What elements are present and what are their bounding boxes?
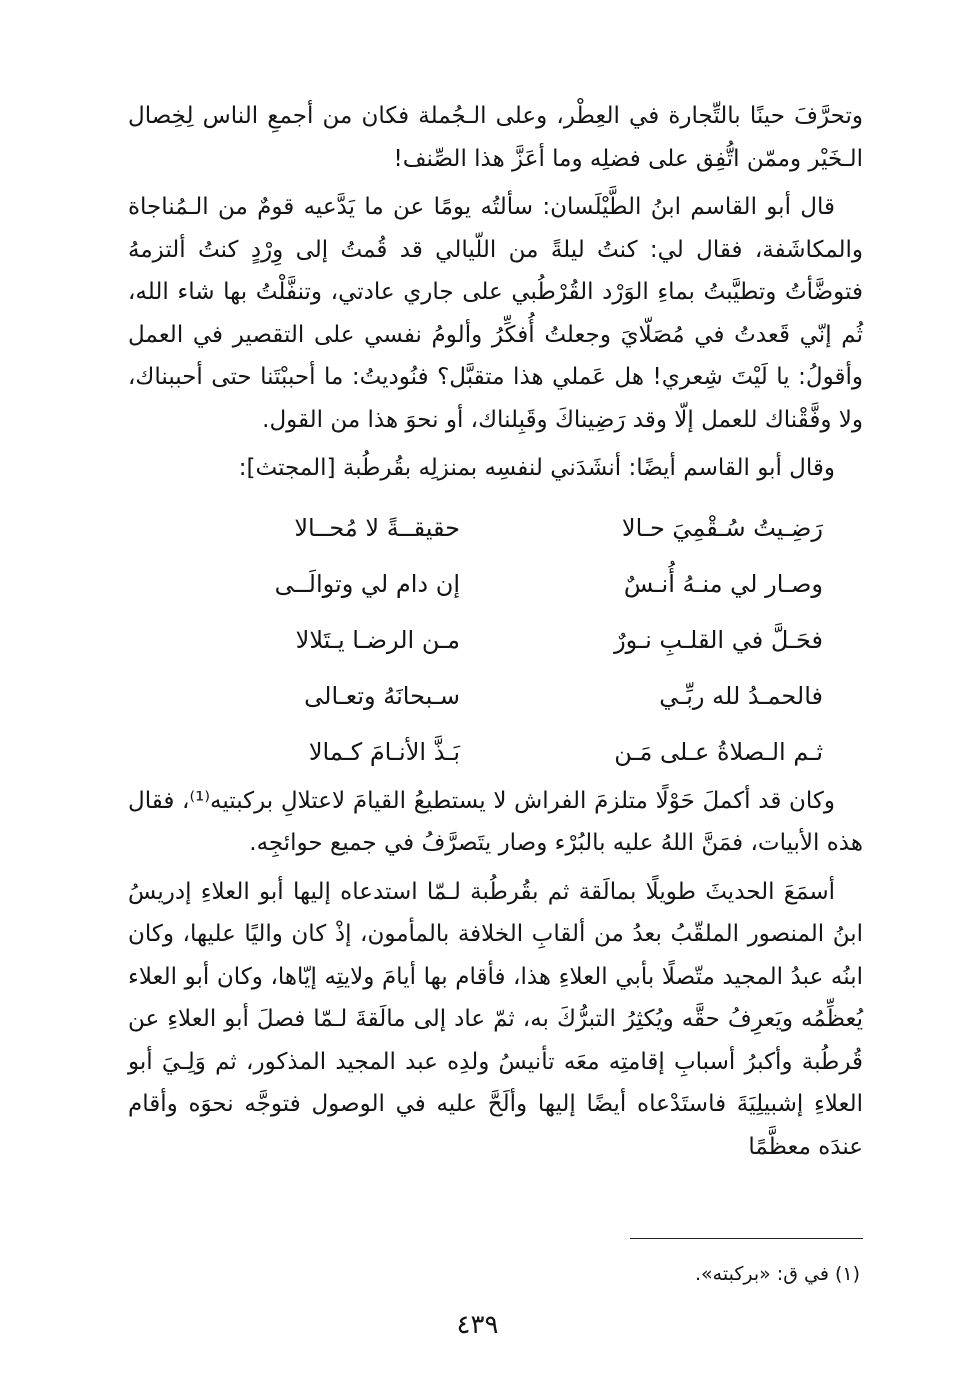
verse-second-hemistich: إن دام لي وتوالَــى: [274, 569, 460, 598]
poem-verse: [190, 500, 823, 556]
verse-first-hemistich: فالحمـدُ لله ربِّـي: [659, 681, 823, 710]
footnote-divider: [630, 1238, 863, 1239]
poem-verse: [190, 556, 823, 612]
paragraph-5: أسمَعَ الحديثَ طويلًا بمالَقة ثم بقُرطُبة لـمّا استدعاه إليها أبو العلاءِ إدريسُ ابنُ المنصور الملقّبُ بعدُ من ألقابِ الخلافة بالمأمون، إذْ كان واليًا عليها، وكان ابنُه عبدُ المجيد متّصلًا بأبي العلاءِ هذا، فأقام بها أيامَ ولايتِه إيّاها، وكان أبو العلاء يُعظِّمُه ويَعرِفُ حقَّه ويُكثِرُ التبرُّكَ به، ثمّ عاد إلى مالَقةَ لـمّا فصلَ أبو العلاءِ عن قُرطُبة وأكبرُ أسبابِ إقامتِه معَه تأنيسُ ولدِه عبد المجيد المذكور، ثم وَلِـيَ أبو العلاءِ إشبيلِيَةَ فاستَدْعاه أيضًا إليها وألَحَّ عليه في الوصول فتوجَّه نحوَه وأقام عندَه معظَّمًا: [128, 878, 863, 1160]
verse-second-hemistich: حقيقــةً لا مُحــالا: [294, 513, 460, 542]
verse-first-hemistich: رَضِـيتُ سُـقْمِيَ حـالا: [621, 513, 823, 542]
verse-first-hemistich: وصـار لي منـهُ أُنـسٌ: [623, 569, 823, 598]
paragraph-4: وكان قد أكملَ حَوْلًا متلزمَ الفراش لا يستطيعُ القيامَ لاعتلالِ بركبتيه⁽¹⁾، فقال هذه الأبيات، فمَنَّ اللهُ عليه بالبُرْء وصار يتَصرَّفُ في جميع حوائجِه.: [128, 787, 863, 856]
poem-verse: [190, 612, 823, 668]
page-number: ٤٣٩: [456, 1310, 499, 1340]
verse-second-hemistich: بَـذَّ الأنـامَ كـمالا: [308, 737, 460, 766]
paragraph-2: قال أبو القاسم ابنُ الطَّيْلَسان: سألتُه يومًا عن ما يَدَّعيه قومٌ من الـمُناجاة والمكاشَفة، فقال لي: كنتُ ليلةً من اللّيالي قد قُمتُ إلى وِرْدٍ كنتُ ألتزمهُ فتوضَّأتُ وتطيَّبتُ بماءِ الوَرْد القُرْطُبي على جاري عادتي، وتنفَّلْتُ بها شاء الله، ثُم إنّي قَعدتُ في مُصَلّايَ وجعلتُ أُفكِّرُ وألومُ نفسي على التقصير في العمل وأقولُ: يا لَيْتَ شِعري! هل عَملي هذا متقبَّل؟ فنُوديتُ: ما أحببْتَنا حتى أحببناك، ولا وفَّقْناك للعمل إلّا وقد رَضِيناكَ وقَبِلناك، أو نحوَ هذا من القول.: [128, 194, 863, 433]
paragraph-3: وقال أبو القاسم أيضًا: أنشَدَني لنفسِه بمنزلِه بقُرطُبة [المجتث]:: [238, 455, 835, 481]
footnote: (١) في ق: «بركبته».: [695, 1263, 860, 1285]
verse-first-hemistich: فحَـلَّ في القلـبِ نـورٌ: [614, 625, 823, 654]
verse-second-hemistich: مـن الرضـا يـتَلالا: [295, 625, 460, 654]
paragraph-1: وتحرَّفَ حينًا بالتِّجارة في العِطْر، وعلى الـجُملة فكان من أجمعِ الناس لِخِصال الـخَيْر وممّن اتُّفِق على فضلِه وما أعَزَّ هذا الصِّنف!: [128, 103, 863, 172]
poem-verse: [190, 668, 823, 724]
verse-second-hemistich: سـبحانَهُ وتعـالى: [304, 681, 460, 710]
verse-first-hemistich: ثـم الـصلاةُ عـلى مَـن: [614, 737, 823, 766]
poem: [190, 500, 823, 780]
poem-verse: [190, 724, 823, 780]
